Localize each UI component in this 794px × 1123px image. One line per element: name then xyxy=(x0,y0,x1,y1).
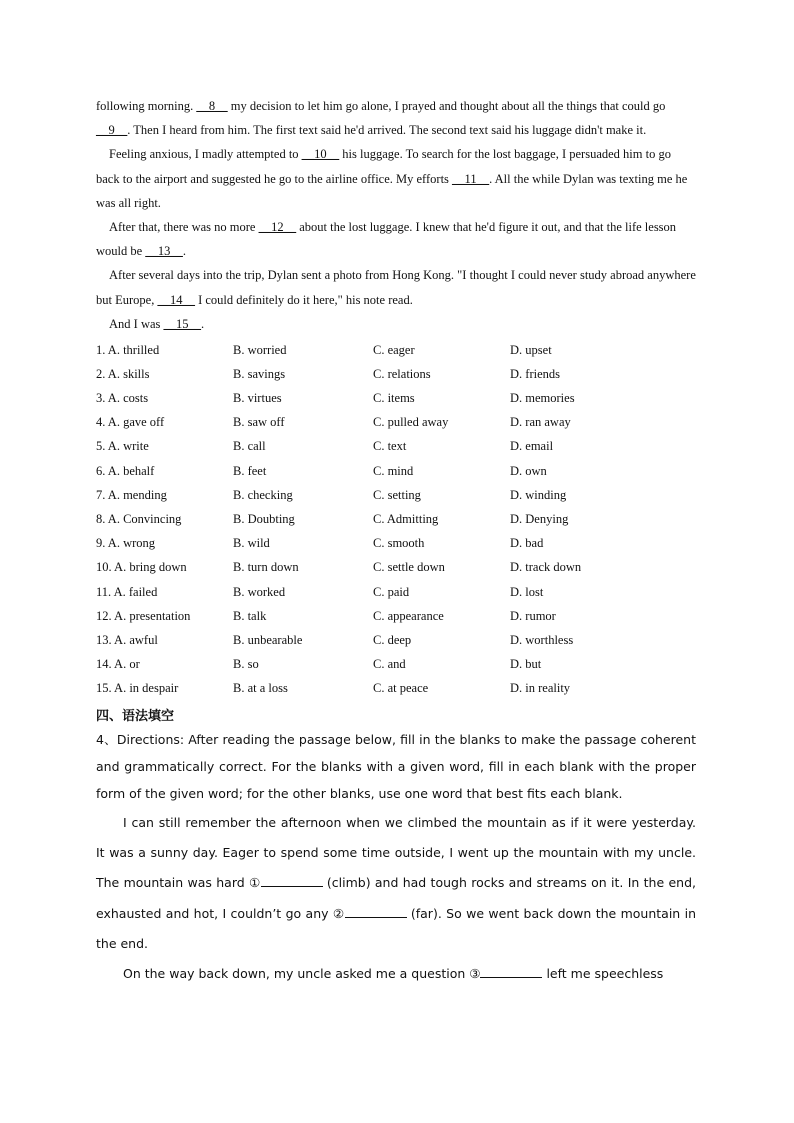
text: After that, there was no more xyxy=(109,220,259,235)
option-c[interactable]: C. deep xyxy=(373,632,412,647)
blank-number-1: ① xyxy=(249,875,261,891)
option-b[interactable]: B. so xyxy=(233,657,259,672)
option-c[interactable]: C. paid xyxy=(373,584,410,599)
option-c[interactable]: C. text xyxy=(373,439,407,454)
option-b[interactable]: B. Doubting xyxy=(233,511,295,526)
passage-paragraph-2 xyxy=(96,142,696,215)
option-b[interactable]: B. turn down xyxy=(233,560,299,575)
passage-paragraph-1 xyxy=(96,94,696,142)
text: And I was xyxy=(109,316,164,331)
blank-11[interactable]: __11__ xyxy=(452,171,490,186)
option-c[interactable]: C. setting xyxy=(373,487,421,502)
blank-12[interactable]: __12__ xyxy=(258,220,297,235)
option-d[interactable]: D. rumor xyxy=(510,608,556,623)
option-d[interactable]: D. friends xyxy=(510,366,560,381)
option-b[interactable]: B. wild xyxy=(233,536,270,551)
directions: 4、Directions: After reading the passage below, fill in the blanks to make the passage coherent and grammatically correct. For the blanks with a given word, fill in each blank with the proper form of the given word; for the other blanks, use one word that best fits each blank. xyxy=(96,731,696,802)
option-a[interactable]: 11. A. failed xyxy=(96,584,158,599)
option-a[interactable]: 3. A. costs xyxy=(96,391,149,405)
text: . xyxy=(201,316,205,331)
option-row xyxy=(96,507,581,531)
option-a[interactable]: 8. A. Convincing xyxy=(96,511,182,526)
option-d[interactable]: D. winding xyxy=(510,487,567,502)
option-a[interactable]: 13. A. awful xyxy=(96,632,158,647)
passage-paragraph-3 xyxy=(96,215,696,263)
option-b[interactable]: B. saw off xyxy=(233,415,285,430)
option-row xyxy=(96,604,581,628)
option-d[interactable]: D. but xyxy=(510,657,542,672)
option-b[interactable]: B. checking xyxy=(233,487,293,502)
option-a[interactable]: 14. A. or xyxy=(96,657,140,672)
option-c[interactable]: C. eager xyxy=(373,342,415,357)
text: On the way back down, my uncle asked me a question xyxy=(123,966,470,982)
option-b[interactable]: B. virtues xyxy=(233,391,282,405)
option-b[interactable]: B. savings xyxy=(233,366,286,381)
fill-blank-1[interactable] xyxy=(261,874,323,887)
fill-blank-2[interactable] xyxy=(345,905,407,918)
option-row xyxy=(96,652,581,676)
option-row xyxy=(96,338,581,362)
option-row xyxy=(96,580,581,604)
option-b[interactable]: B. worried xyxy=(233,342,287,357)
option-d[interactable]: D. ran away xyxy=(510,415,571,430)
option-row xyxy=(96,386,581,410)
option-c[interactable]: C. smooth xyxy=(373,536,425,551)
option-b[interactable]: B. feet xyxy=(233,463,267,478)
option-row xyxy=(96,532,581,556)
option-c[interactable]: C. items xyxy=(373,391,415,405)
option-c[interactable]: C. and xyxy=(373,657,406,672)
fill-blank-3[interactable] xyxy=(480,965,542,978)
option-row xyxy=(96,459,581,483)
blank-10[interactable]: __10__ xyxy=(301,147,340,162)
option-c[interactable]: C. Admitting xyxy=(373,511,439,526)
text: left me speechless xyxy=(542,966,664,982)
option-d[interactable]: D. lost xyxy=(510,584,544,599)
blank-14[interactable]: __14__ xyxy=(157,292,195,307)
options-table xyxy=(96,338,581,701)
text: . All the while Dylan was texting me he was all right. xyxy=(96,171,688,210)
option-row xyxy=(96,411,581,435)
option-d[interactable]: D. in reality xyxy=(510,681,571,696)
grammar-passage-paragraph-2 xyxy=(96,959,696,989)
text: I could definitely do it here," his note read. xyxy=(194,292,413,307)
option-c[interactable]: C. mind xyxy=(373,463,414,478)
text: following morning. xyxy=(96,99,197,113)
blank-13[interactable]: __13__ xyxy=(145,244,183,259)
option-a[interactable]: 4. A. gave off xyxy=(96,415,165,430)
option-d[interactable]: D. memories xyxy=(510,391,575,405)
option-b[interactable]: B. at a loss xyxy=(233,681,288,696)
option-c[interactable]: C. settle down xyxy=(373,560,445,575)
option-c[interactable]: C. relations xyxy=(373,366,431,381)
passage-paragraph-5 xyxy=(96,312,696,336)
option-a[interactable]: 7. A. mending xyxy=(96,487,167,502)
option-c[interactable]: C. appearance xyxy=(373,608,444,623)
text: (climb) and had tough rocks and streams on it. In the end, exhausted and hot, I couldn’t go any xyxy=(96,875,696,921)
text: . xyxy=(182,244,186,259)
option-d[interactable]: D. email xyxy=(510,439,554,454)
option-row xyxy=(96,435,581,459)
option-c[interactable]: C. at peace xyxy=(373,681,429,696)
passage-paragraph-4 xyxy=(96,263,696,311)
blank-number-3: ③ xyxy=(469,966,481,982)
option-a[interactable]: 1. A. thrilled xyxy=(96,342,160,357)
option-row xyxy=(96,362,581,386)
option-d[interactable]: D. bad xyxy=(510,536,544,551)
text: about the lost luggage. I knew that he'd figure it out, and that the life lesson would be xyxy=(96,220,677,259)
option-b[interactable]: B. worked xyxy=(233,584,286,599)
blank-9[interactable]: __9__ xyxy=(96,123,128,138)
grammar-passage-paragraph-1 xyxy=(96,808,696,959)
option-d[interactable]: D. track down xyxy=(510,560,582,575)
text: (far). So we went back down the mountain in the end. xyxy=(96,905,696,951)
option-d[interactable]: D. worthless xyxy=(510,632,574,647)
text: After several days into the trip, Dylan sent a photo from Hong Kong. "I thought I could never study abroad anywhere but Europe, xyxy=(96,268,696,307)
text: his luggage. To search for the lost baggage, I persuaded him to go back to the airport and suggested he go to the airline office. My efforts xyxy=(96,147,671,186)
option-b[interactable]: B. talk xyxy=(233,608,267,623)
option-b[interactable]: B. call xyxy=(233,439,266,454)
option-b[interactable]: B. unbearable xyxy=(233,632,303,647)
option-row xyxy=(96,483,581,507)
text: I can still remember the afternoon when we climbed the mountain as if it were yesterday. It was a sunny day. Eager to spend some time outside, I went up the mountain with my uncle. The mountain was hard xyxy=(96,814,696,891)
option-a[interactable]: 9. A. wrong xyxy=(96,536,156,551)
option-row xyxy=(96,628,581,652)
option-a[interactable]: 15. A. in despair xyxy=(96,681,179,696)
option-a[interactable]: 12. A. presentation xyxy=(96,608,191,623)
option-a[interactable]: 2. A. skills xyxy=(96,366,150,381)
section-heading: 四、语法填空 xyxy=(96,708,175,724)
blank-number-2: ② xyxy=(332,905,345,921)
document-page xyxy=(96,94,696,990)
option-d[interactable]: D. own xyxy=(510,463,547,478)
option-a[interactable]: 5. A. write xyxy=(96,439,149,454)
blank-8[interactable]: __8__ xyxy=(196,99,228,113)
text: Feeling anxious, I madly attempted to xyxy=(109,147,302,162)
option-a[interactable]: 10. A. bring down xyxy=(96,560,187,575)
option-d[interactable]: D. Denying xyxy=(510,511,569,526)
option-row xyxy=(96,677,581,701)
text: . Then I heard from him. The first text said he'd arrived. The second text said his luggage didn't make it. xyxy=(127,123,647,138)
text: my decision to let him go alone, I prayed and thought about all the things that could go xyxy=(227,99,666,113)
option-a[interactable]: 6. A. behalf xyxy=(96,463,155,478)
blank-15[interactable]: __15__ xyxy=(163,316,202,331)
option-d[interactable]: D. upset xyxy=(510,342,552,357)
option-c[interactable]: C. pulled away xyxy=(373,415,449,430)
option-row xyxy=(96,556,581,580)
